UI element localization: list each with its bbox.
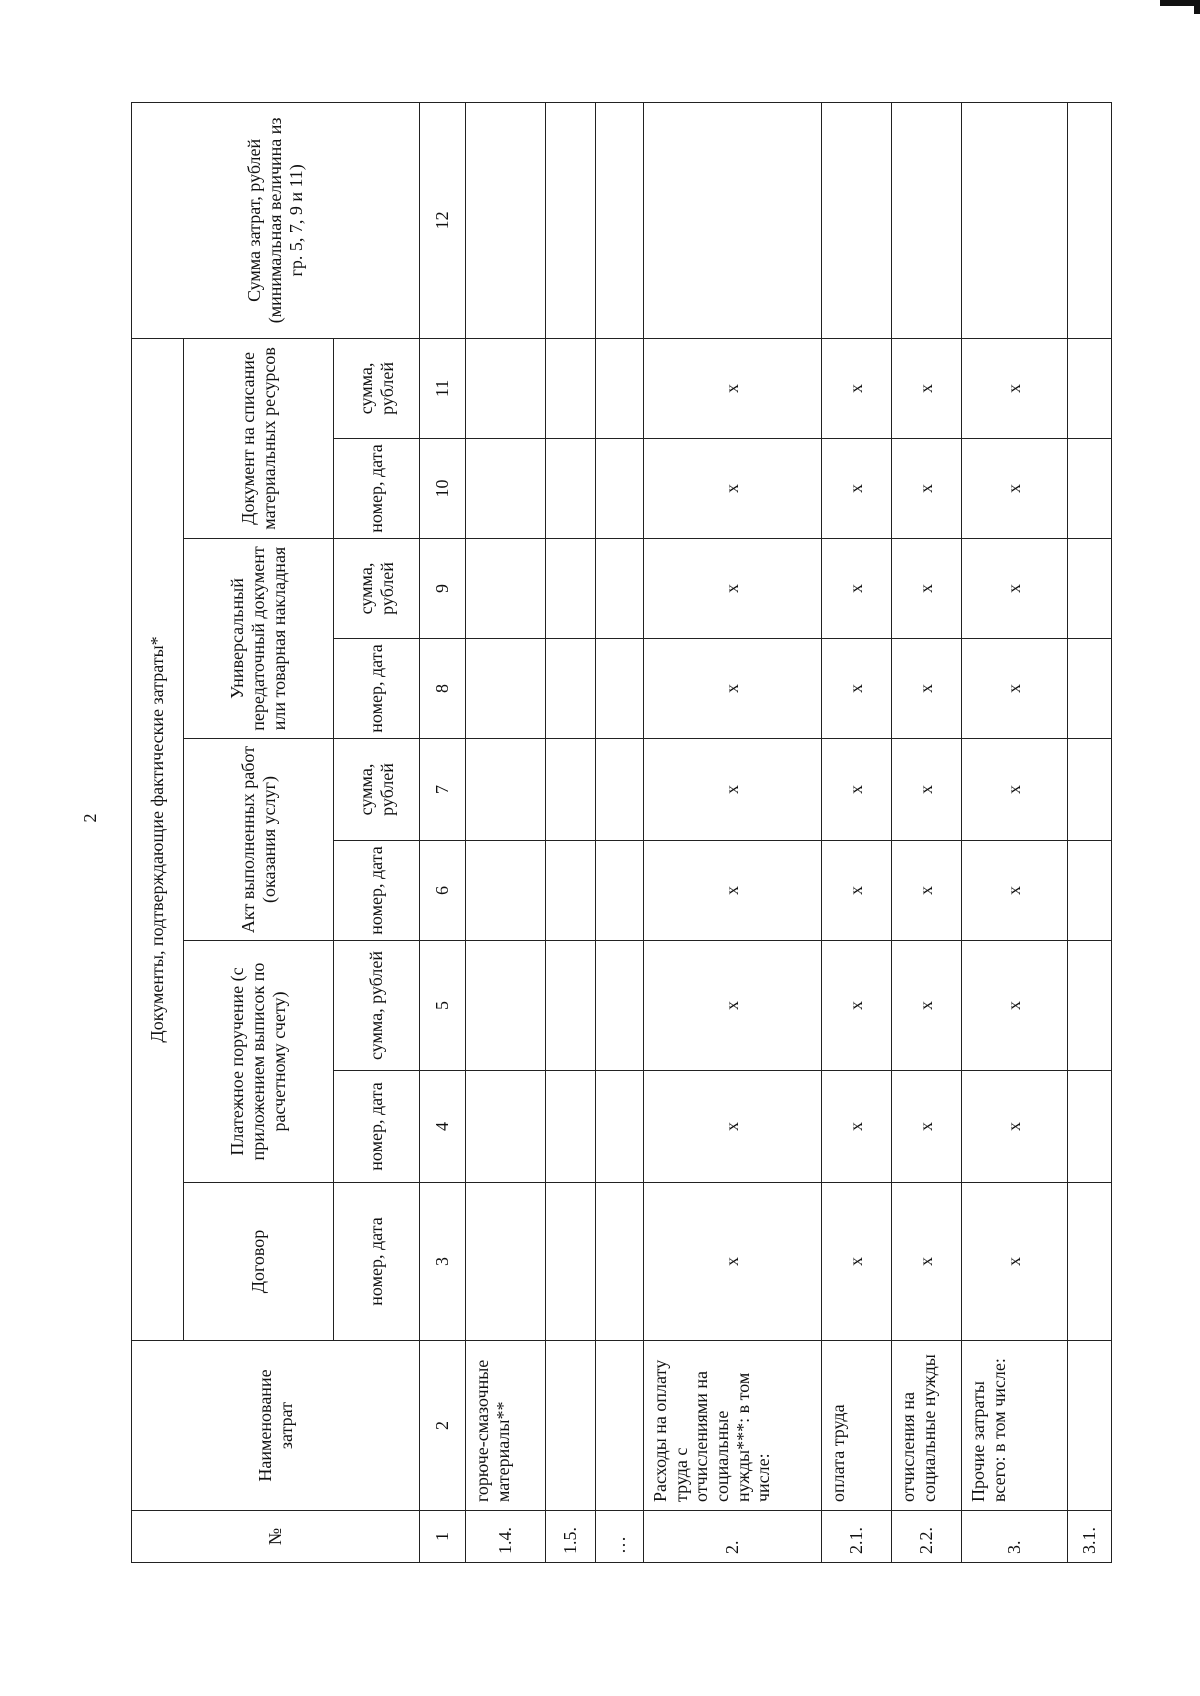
row-cell: x <box>644 739 822 841</box>
row-cell <box>1068 841 1112 941</box>
sub-spisanie-nomer-data: номер, дата <box>334 439 420 539</box>
header-spisanie: Документ на списание материальных ресурсов <box>184 338 334 538</box>
table-row <box>822 102 892 1562</box>
sub-platezh-nomer-data: номер, дата <box>334 1071 420 1183</box>
row-cell: x <box>644 338 822 438</box>
table-row <box>596 102 644 1562</box>
row-cell: x <box>644 841 822 941</box>
row-cell: x <box>644 941 822 1071</box>
rotated-table-wrapper <box>131 103 1100 1563</box>
header-name: Наименование затрат <box>132 1341 420 1511</box>
row-number: 3.1. <box>1068 1511 1112 1563</box>
col-number: 8 <box>420 639 466 739</box>
row-cost-name: оплата труда <box>822 1341 892 1511</box>
row-cell: x <box>822 1183 892 1341</box>
row-cell <box>596 338 644 438</box>
row-number: 2.1. <box>822 1511 892 1563</box>
row-cell <box>466 1071 546 1183</box>
row-cell: x <box>822 941 892 1071</box>
row-cell <box>1068 1183 1112 1341</box>
table-row <box>644 102 822 1562</box>
row-cell <box>466 639 546 739</box>
header-sum: Сумма затрат, рублей (минимальная величина из гр. 5, 7, 9 и 11) <box>132 102 420 338</box>
row-cell: x <box>962 639 1068 739</box>
row-cell: x <box>644 1183 822 1341</box>
row-cell: x <box>892 1071 962 1183</box>
row-cell <box>546 941 596 1071</box>
table-row <box>1068 102 1112 1562</box>
row-cell: x <box>892 739 962 841</box>
row-cell: x <box>962 841 1068 941</box>
row-sum-cell <box>892 102 962 338</box>
row-cost-name: Расходы на оплату труда с отчислениями на социальные нужды***: в том числе: <box>644 1341 822 1511</box>
header-dogovor: Договор <box>184 1183 334 1341</box>
sub-akt-summa: сумма, рублей <box>334 739 420 841</box>
row-cell <box>596 439 644 539</box>
row-sum-cell <box>466 102 546 338</box>
row-sum-cell <box>546 102 596 338</box>
header-akt: Акт выполненных работ (оказания услуг) <box>184 739 334 941</box>
row-cell <box>596 1071 644 1183</box>
row-sum-cell <box>822 102 892 338</box>
row-cell: x <box>892 338 962 438</box>
col-number: 6 <box>420 841 466 941</box>
col-number: 5 <box>420 941 466 1071</box>
row-cell <box>1068 941 1112 1071</box>
col-number: 7 <box>420 739 466 841</box>
row-sum-cell <box>962 102 1068 338</box>
row-cell: x <box>644 1071 822 1183</box>
table-row <box>546 102 596 1562</box>
row-cell <box>1068 439 1112 539</box>
sub-upd-summa: сумма, рублей <box>334 539 420 639</box>
col-number: 2 <box>420 1341 466 1511</box>
row-cost-name <box>596 1341 644 1511</box>
sub-akt-nomer-data: номер, дата <box>334 841 420 941</box>
col-number: 3 <box>420 1183 466 1341</box>
sub-spisanie-summa: сумма, рублей <box>334 338 420 438</box>
row-cell <box>546 539 596 639</box>
col-number: 9 <box>420 539 466 639</box>
row-sum-cell <box>596 102 644 338</box>
row-cell: x <box>644 439 822 539</box>
row-cell <box>466 739 546 841</box>
row-cell <box>546 739 596 841</box>
row-cell: x <box>822 338 892 438</box>
header-no: № <box>132 1511 420 1563</box>
row-cell <box>1068 739 1112 841</box>
row-cell: x <box>892 941 962 1071</box>
header-group-title: Документы, подтверждающие фактические затраты* <box>132 338 184 1340</box>
row-number: 2.2. <box>892 1511 962 1563</box>
row-cell: x <box>644 639 822 739</box>
row-cell <box>1068 539 1112 639</box>
col-number: 1 <box>420 1511 466 1563</box>
sub-upd-nomer-data: номер, дата <box>334 639 420 739</box>
row-cell: x <box>892 841 962 941</box>
row-cell <box>1068 338 1112 438</box>
row-number: … <box>596 1511 644 1563</box>
column-numbers-row <box>420 102 466 1562</box>
row-cell <box>466 439 546 539</box>
row-cell: x <box>822 1071 892 1183</box>
row-cell: x <box>892 439 962 539</box>
row-cell <box>466 841 546 941</box>
row-cell <box>596 539 644 639</box>
row-cost-name: горюче-смазочные материалы** <box>466 1341 546 1511</box>
sub-platezh-summa: сумма, рублей <box>334 941 420 1071</box>
row-cell: x <box>822 739 892 841</box>
row-cell: x <box>962 1183 1068 1341</box>
col-number: 10 <box>420 439 466 539</box>
row-cell <box>596 739 644 841</box>
costs-table <box>131 102 1112 1563</box>
row-cell: x <box>962 539 1068 639</box>
row-cost-name: Прочие затраты всего: в том числе: <box>962 1341 1068 1511</box>
row-cell <box>466 941 546 1071</box>
row-cell: x <box>962 941 1068 1071</box>
row-number: 3. <box>962 1511 1068 1563</box>
header-upd: Универсальный передаточный документ или товарная накладная <box>184 539 334 739</box>
row-cell <box>546 338 596 438</box>
row-cell <box>546 1183 596 1341</box>
row-cell: x <box>962 1071 1068 1183</box>
row-cell: x <box>962 338 1068 438</box>
row-cost-name: отчисления на социальные нужды <box>892 1341 962 1511</box>
row-cell: x <box>892 639 962 739</box>
table-row <box>466 102 546 1562</box>
row-cell: x <box>962 739 1068 841</box>
sub-dogovor-nomer-data: номер, дата <box>334 1183 420 1341</box>
row-cell <box>546 639 596 739</box>
row-cell <box>596 639 644 739</box>
row-cell: x <box>822 841 892 941</box>
row-cell: x <box>822 639 892 739</box>
row-cell: x <box>822 439 892 539</box>
row-number: 1.4. <box>466 1511 546 1563</box>
row-cell <box>466 539 546 639</box>
costs-table-body <box>420 102 1112 1562</box>
col-number: 11 <box>420 338 466 438</box>
row-cell <box>546 439 596 539</box>
table-row <box>962 102 1068 1562</box>
row-number: 1.5. <box>546 1511 596 1563</box>
row-cell <box>596 1183 644 1341</box>
row-number: 2. <box>644 1511 822 1563</box>
row-cell <box>596 841 644 941</box>
row-cell: x <box>892 539 962 639</box>
row-cell: x <box>822 539 892 639</box>
row-sum-cell <box>1068 102 1112 338</box>
scan-corner-mark-2 <box>1194 0 1200 14</box>
row-cost-name <box>1068 1341 1112 1511</box>
row-cell <box>546 841 596 941</box>
row-cost-name <box>546 1341 596 1511</box>
table-row <box>892 102 962 1562</box>
row-cell <box>546 1071 596 1183</box>
row-cell <box>596 941 644 1071</box>
row-cell: x <box>644 539 822 639</box>
header-platezh: Платежное поручение (с приложением выписок по расчетному счету) <box>184 941 334 1183</box>
row-cell <box>1068 1071 1112 1183</box>
row-cell: x <box>892 1183 962 1341</box>
col-number: 4 <box>420 1071 466 1183</box>
row-cell <box>466 1183 546 1341</box>
row-cell <box>466 338 546 438</box>
page-number: 2 <box>80 813 100 823</box>
row-sum-cell <box>644 102 822 338</box>
row-cell <box>1068 639 1112 739</box>
row-cell: x <box>962 439 1068 539</box>
col-number: 12 <box>420 102 466 338</box>
